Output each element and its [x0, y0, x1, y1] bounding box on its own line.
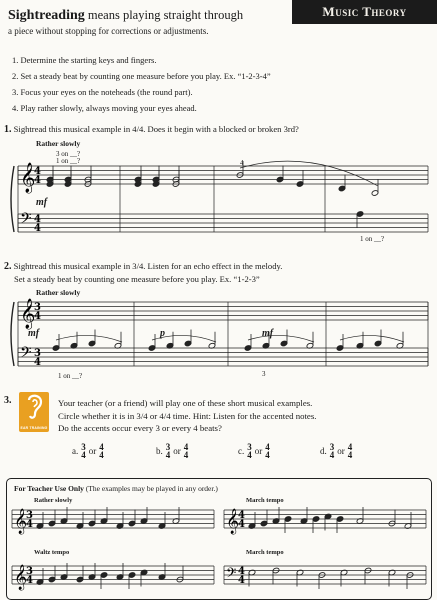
intro-definition-line2: a piece without stopping for corrections or adjustments. — [8, 26, 209, 36]
note — [336, 334, 344, 351]
exercise3-prompt-line2: Circle whether it is in 3/4 or 4/4 time. Hint: Listen for the accented notes. — [58, 410, 317, 421]
svg-text:4: 4 — [34, 175, 41, 186]
note — [296, 170, 304, 187]
note — [262, 332, 270, 349]
teacher-heading-title: For Teacher Use Only — [14, 484, 84, 493]
exercise2-tempo: Rather slowly — [36, 288, 81, 297]
note — [356, 332, 364, 349]
bass-clef-icon: 𝄢 — [20, 344, 32, 365]
note — [318, 572, 326, 589]
step-item: 2. Set a steady beat by counting one measure before you play. Ex. “1-2-3-4” — [12, 71, 271, 81]
svg-text:4: 4 — [34, 166, 41, 177]
ex2-bass-staff — [18, 348, 428, 366]
exercise1-number: 1. — [4, 124, 12, 135]
note — [184, 330, 192, 347]
choice-or: or — [254, 446, 263, 456]
note — [276, 166, 284, 183]
treble-clef-icon: 𝄞 — [20, 299, 36, 329]
note — [272, 507, 280, 524]
grand-staff-brace — [11, 166, 14, 232]
note — [46, 166, 54, 183]
svg-text:3: 3 — [34, 302, 41, 313]
time-signature — [34, 302, 41, 322]
section-banner: Music Theory — [292, 0, 437, 24]
slur — [240, 161, 378, 186]
note — [336, 516, 344, 533]
exercise2-prompt-line2: Set a steady beat by counting one measure before you play. Ex. “1-2-3” — [14, 274, 260, 284]
exercise1-tempo: Rather slowly — [36, 139, 81, 148]
note — [374, 330, 382, 347]
choice-or: or — [173, 446, 181, 456]
exercise3-prompt-line1: Your teacher (or a friend) will play one of these short musical examples. — [58, 398, 313, 408]
svg-text:4: 4 — [238, 510, 245, 521]
note — [128, 510, 136, 527]
choice-letter: d. — [320, 446, 327, 456]
note — [152, 166, 160, 183]
slur — [152, 335, 216, 342]
note — [280, 330, 288, 347]
note — [100, 572, 108, 589]
note — [88, 563, 96, 580]
exercise2-number: 2. — [4, 261, 12, 272]
note — [48, 566, 56, 583]
choice-or: or — [337, 446, 345, 456]
choice-letter: b. — [156, 446, 163, 456]
svg-text:3: 3 — [26, 566, 33, 577]
note — [236, 161, 244, 178]
note — [300, 507, 308, 524]
choice-or: or — [88, 446, 97, 456]
time-sig-4-4[interactable]: 4 4 — [99, 442, 104, 460]
note — [166, 332, 174, 349]
ear-training-label: EAR TRAINING — [20, 426, 48, 430]
note — [52, 334, 60, 351]
svg-text:4: 4 — [34, 357, 41, 368]
teacher-heading-note: (The examples may be played in any order.) — [85, 484, 218, 493]
intro-definition-line1: means playing straight through — [87, 8, 244, 22]
note — [388, 510, 396, 527]
time-signature — [34, 348, 41, 368]
choice-letter: a. — [72, 446, 79, 456]
time-signature — [26, 566, 33, 586]
note — [88, 510, 96, 527]
exercise2-finger-3: 3 — [262, 370, 266, 378]
teacher-tempo-c: Waltz tempo — [34, 549, 70, 556]
exercise1-fingering-mid: 1 on __? — [56, 157, 81, 165]
teacher-tempo-d: March tempo — [246, 549, 284, 556]
time-sig-3-4[interactable]: 3 4 — [165, 442, 171, 460]
step-item: 3. Focus your eyes on the noteheads (the round part). — [12, 87, 193, 97]
exercise2-dynamic-3: mf — [262, 328, 274, 339]
time-signature — [238, 566, 245, 586]
note — [100, 507, 108, 524]
bass-clef-icon: 𝄢 — [20, 210, 32, 231]
ex1-bass-staff — [18, 214, 428, 232]
step-item: 1. Determine the starting keys and fingers. — [12, 55, 157, 65]
time-sig-3-4[interactable]: 3 4 — [247, 442, 252, 460]
note — [338, 175, 346, 192]
svg-text:4: 4 — [238, 519, 245, 530]
exercise2-dynamic-2: p — [160, 328, 165, 339]
exercise1-fingering-bottom: 1 on __? — [360, 235, 385, 243]
note — [140, 507, 148, 524]
note — [70, 332, 78, 349]
bass-clef-icon: 𝄢 — [226, 565, 237, 584]
note — [84, 166, 92, 183]
note — [172, 166, 180, 183]
note — [312, 516, 320, 533]
note — [356, 507, 364, 524]
slur — [248, 335, 314, 342]
svg-text:3: 3 — [34, 348, 41, 359]
teacher-tempo-b: March tempo — [246, 497, 284, 504]
note — [116, 563, 124, 580]
note — [244, 334, 252, 351]
note — [134, 166, 142, 183]
exercise1-dynamic: mf — [36, 197, 48, 208]
time-signature — [26, 510, 33, 530]
svg-text:4: 4 — [34, 223, 41, 234]
exercise3-number: 3. — [4, 395, 12, 406]
note — [356, 211, 364, 228]
exercise1-fingering-top: 3 on __? — [56, 150, 81, 158]
note — [64, 166, 72, 183]
svg-text:4: 4 — [238, 566, 245, 577]
treble-clef-icon: 𝄞 — [14, 565, 28, 590]
note — [48, 510, 56, 527]
slur — [340, 335, 404, 342]
note — [76, 566, 84, 583]
note — [158, 563, 166, 580]
exercise1-prompt-text: Sightread this musical example in 4/4. Does it begin with a blocked or broken 3rd? — [13, 124, 299, 134]
note — [172, 507, 180, 524]
note — [364, 567, 372, 584]
note — [406, 572, 414, 589]
exercise1-finger-4: 4 — [240, 159, 244, 167]
exercise2-fingering-bottom: 1 on __? — [58, 372, 83, 380]
note — [148, 334, 156, 351]
svg-text:4: 4 — [238, 575, 245, 586]
svg-text:4: 4 — [34, 311, 41, 322]
treble-clef-icon: 𝄞 — [226, 509, 240, 534]
step-item: 4. Play rather slowly, always moving your eyes ahead. — [12, 103, 197, 113]
exercise3-prompt-line3: Do the accents occur every 3 or every 4 beats? — [58, 423, 222, 433]
time-signature — [34, 166, 41, 186]
exercise2-dynamic-1: mf — [28, 328, 40, 339]
note — [176, 566, 184, 583]
time-sig-4-4[interactable]: 4 4 — [183, 442, 189, 460]
svg-text:4: 4 — [26, 575, 33, 586]
time-sig-4-4[interactable]: 4 4 — [265, 442, 270, 460]
choice-letter: c. — [238, 446, 245, 456]
svg-text:4: 4 — [26, 519, 33, 530]
note — [60, 563, 68, 580]
grand-staff-brace — [11, 302, 14, 366]
time-sig-3-4[interactable]: 3 4 — [329, 442, 335, 460]
treble-clef-icon: 𝄞 — [20, 163, 36, 193]
treble-clef-icon: 𝄞 — [14, 509, 28, 534]
teacher-tempo-a: Rather slowly — [34, 497, 73, 504]
time-sig-4-4[interactable]: 4 4 — [347, 442, 353, 460]
svg-text:3: 3 — [26, 510, 33, 521]
exercise2-prompt-line1: Sightread this musical example in 3/4. Listen for an echo effect in the melody. — [13, 261, 283, 271]
intro-term: Sightreading — [8, 8, 85, 23]
svg-text:4: 4 — [34, 214, 41, 225]
note — [128, 572, 136, 589]
ex2-treble-staff — [18, 302, 428, 320]
time-sig-3-4[interactable]: 3 4 — [81, 442, 86, 460]
slur — [56, 335, 122, 342]
note — [272, 567, 280, 584]
note — [60, 507, 68, 524]
note — [260, 510, 268, 527]
time-signature — [34, 214, 41, 234]
time-signature — [238, 510, 245, 530]
note — [284, 516, 292, 533]
ex1-treble-staff — [18, 166, 428, 184]
note — [371, 179, 379, 196]
note — [88, 330, 96, 347]
